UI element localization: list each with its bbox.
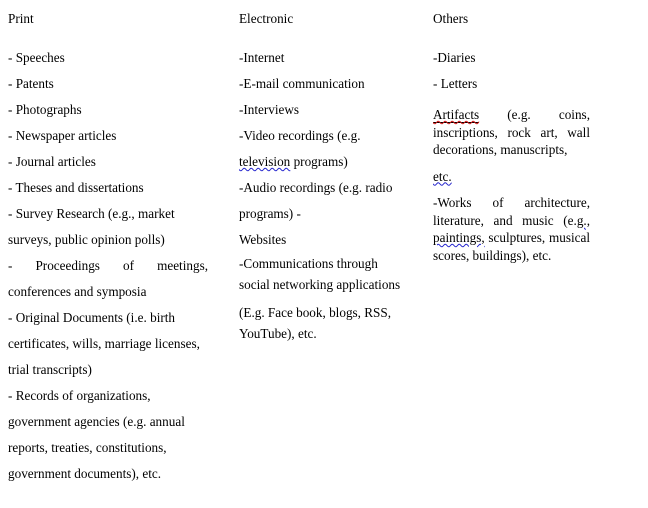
list-item: -Communications through social networking applications: [239, 256, 401, 292]
list-item: - Patents: [8, 76, 54, 91]
list-item-text: (e.g. coins, inscriptions, rock art, wall decorations, manuscripts,: [433, 107, 590, 157]
list-item: - Photographs: [8, 102, 82, 117]
column-heading-others: Others: [433, 11, 469, 26]
spelling-marked-word: Artifacts: [433, 107, 480, 122]
list-item: - Speeches: [8, 50, 65, 65]
list-item: - Letters: [433, 76, 478, 91]
list-item: - Theses and dissertations: [8, 180, 144, 195]
column-print: [8, 0, 208, 487]
list-item-text: sculptures, musical scores, buildings), etc.: [433, 230, 590, 263]
list-item: -Interviews: [239, 102, 300, 117]
grammar-marked-word-2: paintings,: [433, 230, 485, 245]
column-print-list: [8, 45, 208, 487]
column-others: [433, 0, 590, 264]
list-item: - Proceedings of meetings, conferences and symposia: [8, 258, 208, 299]
grammar-marked-word: g.,: [576, 212, 590, 228]
list-item: -E-mail communication: [239, 76, 365, 91]
column-others-list: [433, 45, 590, 264]
column-electronic-list: [239, 45, 411, 344]
grammar-marked-word: television: [239, 154, 291, 169]
list-item-text: -Works of architecture, literature, and music (e.: [433, 195, 590, 228]
list-item: -Diaries: [433, 50, 476, 65]
column-electronic: [239, 0, 411, 344]
list-item: [433, 168, 590, 186]
list-item: - Original Documents (i.e. birth certificates, wills, marriage licenses, trial transcripts): [8, 310, 200, 377]
list-item: (E.g. Face book, blogs, RSS, YouTube), etc.: [239, 305, 392, 341]
column-heading-electronic: Electronic: [239, 11, 294, 26]
list-item: Websites: [239, 232, 287, 247]
column-heading-print: Print: [8, 11, 34, 26]
list-item: -Audio recordings (e.g. radio programs) -: [239, 180, 393, 221]
list-item: [433, 106, 590, 159]
list-item-text: programs): [290, 154, 348, 169]
grammar-marked-word: etc.: [433, 168, 452, 184]
list-item: - Journal articles: [8, 154, 96, 169]
list-item: - Newspaper articles: [8, 128, 117, 143]
list-item-text: -Video recordings (e.g.: [239, 128, 361, 143]
list-item: [433, 194, 590, 264]
list-item: -Internet: [239, 50, 285, 65]
list-item: - Records of organizations, government agencies (e.g. annual reports, treaties, constitutions, government documents), etc.: [8, 388, 185, 481]
list-item: [239, 123, 411, 175]
list-item: - Survey Research (e.g., market surveys, public opinion polls): [8, 206, 175, 247]
